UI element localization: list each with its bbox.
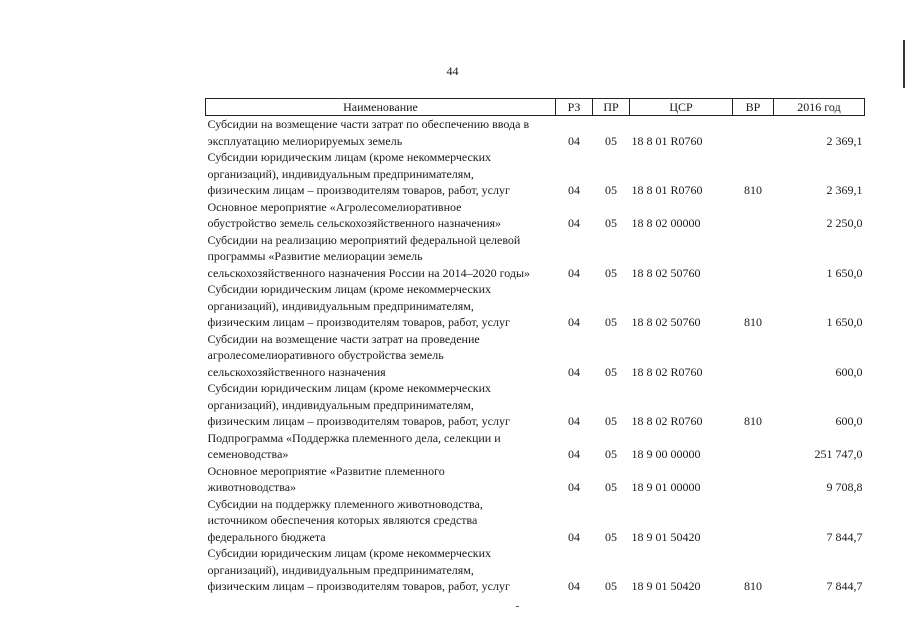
row-vr-cell [733,232,774,282]
row-name-line: Подпрограмма «Поддержка племенного дела, селекции и [207,430,501,445]
row-name-line: источником обеспечения которых являются средства [207,513,478,527]
row-vr-cell [733,463,774,496]
row-name-line: Субсидии на возмещение части затрат по обеспечению ввода в [207,117,530,131]
header-year: 2016 год [774,99,865,116]
row-rz-cell: 04 [568,414,580,428]
table-row [206,199,865,232]
scan-mark [516,606,519,607]
row-pr-cell: 05 [605,183,617,197]
header-rz: РЗ [556,99,593,116]
table-row [206,232,865,282]
row-name-line: агролесомелиоративного обустройства земель [207,348,444,362]
row-name-line: физическим лицам – производителям товаров, работ, услуг [207,183,510,197]
header-csr: ЦСР [630,99,733,116]
row-name-line: физическим лицам – производителям товаров, работ, услуг [207,579,510,593]
row-rz-cell: 04 [568,183,580,197]
table-row [206,380,865,430]
header-name: Наименование [206,99,556,116]
row-vr-cell [733,430,774,463]
row-name-line: Субсидии юридическим лицам (кроме некоммерческих [207,546,492,560]
row-name-line: организаций), индивидуальным предпринимателям, [207,298,474,313]
table-row [206,331,865,381]
row-amount-cell: 2 369,1 [826,183,863,197]
row-vr-cell [733,496,774,546]
row-name-line: семеноводства» [207,447,289,461]
table-row [206,545,865,595]
table-row [206,463,865,496]
row-name-line: Субсидии юридическим лицам (кроме некоммерческих [207,381,492,395]
row-name-cell [206,331,556,381]
row-name-cell [206,116,556,150]
row-name-cell [206,199,556,232]
row-name-line: сельскохозяйственного назначения [207,364,386,379]
table-row [206,430,865,463]
row-vr-cell: 810 [744,414,762,428]
row-amount-cell: 7 844,7 [826,579,863,593]
row-csr-cell: 18 8 02 00000 [631,216,701,230]
row-name-line: организаций), индивидуальным предпринимателям, [207,166,474,181]
row-pr-cell: 05 [605,480,617,494]
row-rz-cell: 04 [568,480,580,494]
row-vr-cell [733,331,774,381]
row-rz-cell: 04 [568,447,580,461]
row-rz-cell: 04 [568,216,580,230]
table-header [206,99,865,116]
row-pr-cell: 05 [605,414,617,428]
table-row [206,496,865,546]
row-name-line: физическим лицам – производителям товаров, работ, услуг [207,315,510,329]
row-csr-cell: 18 8 02 50760 [631,315,701,329]
row-rz-cell: 04 [568,315,580,329]
row-csr-cell: 18 8 02 R0760 [631,414,703,428]
row-name-line: Основное мероприятие «Агролесомелиоративное [207,199,462,214]
row-pr-cell: 05 [605,364,617,379]
table-row [206,281,865,331]
row-pr-cell: 05 [605,579,617,593]
row-name-cell [206,149,556,199]
row-name-cell [206,380,556,430]
row-amount-cell: 2 250,0 [826,216,863,230]
row-rz-cell: 04 [568,529,580,544]
row-name-line: Субсидии на возмещение части затрат на проведение [207,331,480,346]
row-csr-cell: 18 8 01 R0760 [631,133,703,148]
page-number: 44 [446,64,459,78]
row-amount-cell: 251 747,0 [814,447,863,461]
row-name-cell [206,496,556,546]
row-name-line: Основное мероприятие «Развитие племенного [207,463,445,478]
row-name-line: эксплуатацию мелиорируемых земель [207,133,403,148]
row-name-cell [206,430,556,463]
row-pr-cell: 05 [605,529,617,544]
row-vr-cell [733,199,774,232]
row-csr-cell: 18 8 02 50760 [631,265,701,280]
row-vr-cell [733,116,774,150]
row-vr-cell: 810 [744,315,762,329]
row-pr-cell: 05 [605,447,617,461]
row-vr-cell: 810 [744,183,762,197]
row-csr-cell: 18 9 00 00000 [631,447,701,461]
row-name-line: обустройство земель сельскохозяйственного назначения» [207,216,502,230]
row-name-line: организаций), индивидуальным предпринимателям, [207,562,474,577]
row-csr-cell: 18 9 01 50420 [631,529,701,544]
table-body [206,116,865,595]
row-rz-cell: 04 [568,265,580,280]
row-vr-cell: 810 [744,579,762,593]
row-pr-cell: 05 [605,133,617,148]
row-amount-cell: 1 650,0 [826,315,863,329]
row-name-line: организаций), индивидуальным предпринимателям, [207,397,474,412]
row-name-line: федерального бюджета [207,529,326,544]
row-name-line: программы «Развитие мелиорации земель [207,249,423,263]
row-pr-cell: 05 [605,216,617,230]
row-rz-cell: 04 [568,579,580,593]
row-name-line: физическим лицам – производителям товаров, работ, услуг [207,414,510,428]
row-csr-cell: 18 9 01 00000 [631,480,701,494]
header-pr: ПР [593,99,630,116]
header-vr: ВР [733,99,774,116]
row-name-cell [206,281,556,331]
table-row [206,149,865,199]
row-amount-cell: 2 369,1 [826,133,863,148]
row-csr-cell: 18 9 01 50420 [631,579,701,593]
row-csr-cell: 18 8 02 R0760 [631,364,703,379]
row-csr-cell: 18 8 01 R0760 [631,183,703,197]
row-name-line: Субсидии юридическим лицам (кроме некоммерческих [207,282,492,296]
row-amount-cell: 1 650,0 [826,265,863,280]
table-row [206,116,865,150]
row-pr-cell: 05 [605,315,617,329]
row-name-line: животноводства» [207,480,297,494]
header-row [206,99,865,116]
row-name-cell [206,232,556,282]
row-rz-cell: 04 [568,364,580,379]
row-amount-cell: 600,0 [835,364,863,379]
budget-table [205,98,865,595]
row-name-line: сельскохозяйственного назначения России на 2014–2020 годы» [207,265,531,280]
row-amount-cell: 600,0 [835,414,863,428]
row-name-cell [206,463,556,496]
row-name-cell [206,545,556,595]
row-rz-cell: 04 [568,133,580,148]
row-amount-cell: 7 844,7 [826,529,863,544]
row-name-line: Субсидии на реализацию мероприятий федеральной целевой [207,232,521,247]
row-amount-cell: 9 708,8 [826,480,863,494]
row-pr-cell: 05 [605,265,617,280]
row-name-line: Субсидии на поддержку племенного животноводства, [207,496,483,511]
row-name-line: Субсидии юридическим лицам (кроме некоммерческих [207,150,492,164]
